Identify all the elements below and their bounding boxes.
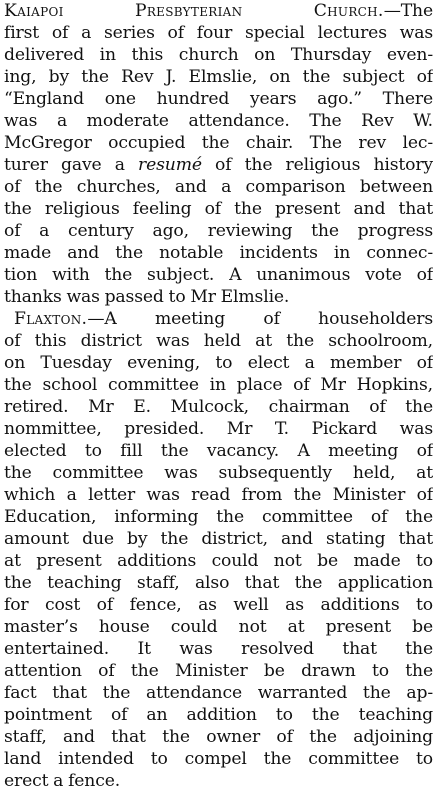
text-line: amount due by the district, and stating that bbox=[4, 529, 433, 549]
text-line: the teaching staff, also that the application bbox=[4, 573, 433, 593]
text-line: Education, informing the committee of the bbox=[4, 507, 433, 527]
text-line: ing, by the Rev J. Elmslie, on the subject of bbox=[4, 67, 433, 87]
text-line: the school committee in place of Mr Hopkins, bbox=[4, 375, 433, 395]
text-line: thanks was passed to Mr Elmslie. bbox=[4, 287, 290, 307]
text-line: for cost of fence, as well as additions to bbox=[4, 595, 433, 615]
text-line: the religious feeling of the present and that bbox=[4, 199, 433, 219]
section-heading: Flaxton. bbox=[14, 309, 88, 329]
text-line: master’s house could not at present be bbox=[4, 617, 433, 637]
text-line: staff, and that the owner of the adjoining bbox=[4, 727, 433, 747]
text-line: erect a fence. bbox=[4, 771, 121, 791]
section-heading: Kaiapoi Presbyterian Church. bbox=[4, 1, 384, 21]
text-line: at present additions could not be made to bbox=[4, 551, 433, 571]
text-line: was a moderate attendance. The Rev W. bbox=[4, 111, 433, 131]
italic-word: resumé bbox=[138, 155, 202, 175]
text-line: Flaxton.—A meeting of householders bbox=[14, 309, 433, 329]
text-line: turer gave a resumé of the religious history bbox=[4, 155, 433, 175]
text-line: Kaiapoi Presbyterian Church.—The bbox=[4, 1, 433, 21]
text-line: the committee was subsequently held, at bbox=[4, 463, 433, 483]
text-line: delivered in this church on Thursday even- bbox=[4, 45, 433, 65]
text-line: “England one hundred years ago.” There bbox=[4, 89, 433, 109]
text-line: tion with the subject. A unanimous vote of bbox=[4, 265, 433, 285]
paragraph-flaxton bbox=[4, 308, 433, 792]
text-line: of the churches, and a comparison between bbox=[4, 177, 433, 197]
text-line: on Tuesday evening, to elect a member of bbox=[4, 353, 433, 373]
text-line: which a letter was read from the Minister of bbox=[4, 485, 433, 505]
text-line: attention of the Minister be drawn to the bbox=[4, 661, 433, 681]
paragraph-kaiapoi-church bbox=[4, 0, 433, 308]
text-line: of a century ago, reviewing the progress bbox=[4, 221, 433, 241]
text-line: elected to fill the vacancy. A meeting of bbox=[4, 441, 433, 461]
text-line: McGregor occupied the chair. The rev lec- bbox=[4, 133, 433, 153]
text-line: entertained. It was resolved that the bbox=[4, 639, 433, 659]
text-line: made and the notable incidents in connec- bbox=[4, 243, 433, 263]
text-line: land intended to compel the committee to bbox=[4, 749, 433, 769]
text-line: retired. Mr E. Mulcock, chairman of the bbox=[4, 397, 433, 417]
text-line: pointment of an addition to the teaching bbox=[4, 705, 433, 725]
text-line: of this district was held at the schoolroom, bbox=[4, 331, 433, 351]
text-line: fact that the attendance warranted the ap- bbox=[4, 683, 433, 703]
text-line: first of a series of four special lectures was bbox=[4, 23, 433, 43]
text-line: nommittee, presided. Mr T. Pickard was bbox=[4, 419, 433, 439]
